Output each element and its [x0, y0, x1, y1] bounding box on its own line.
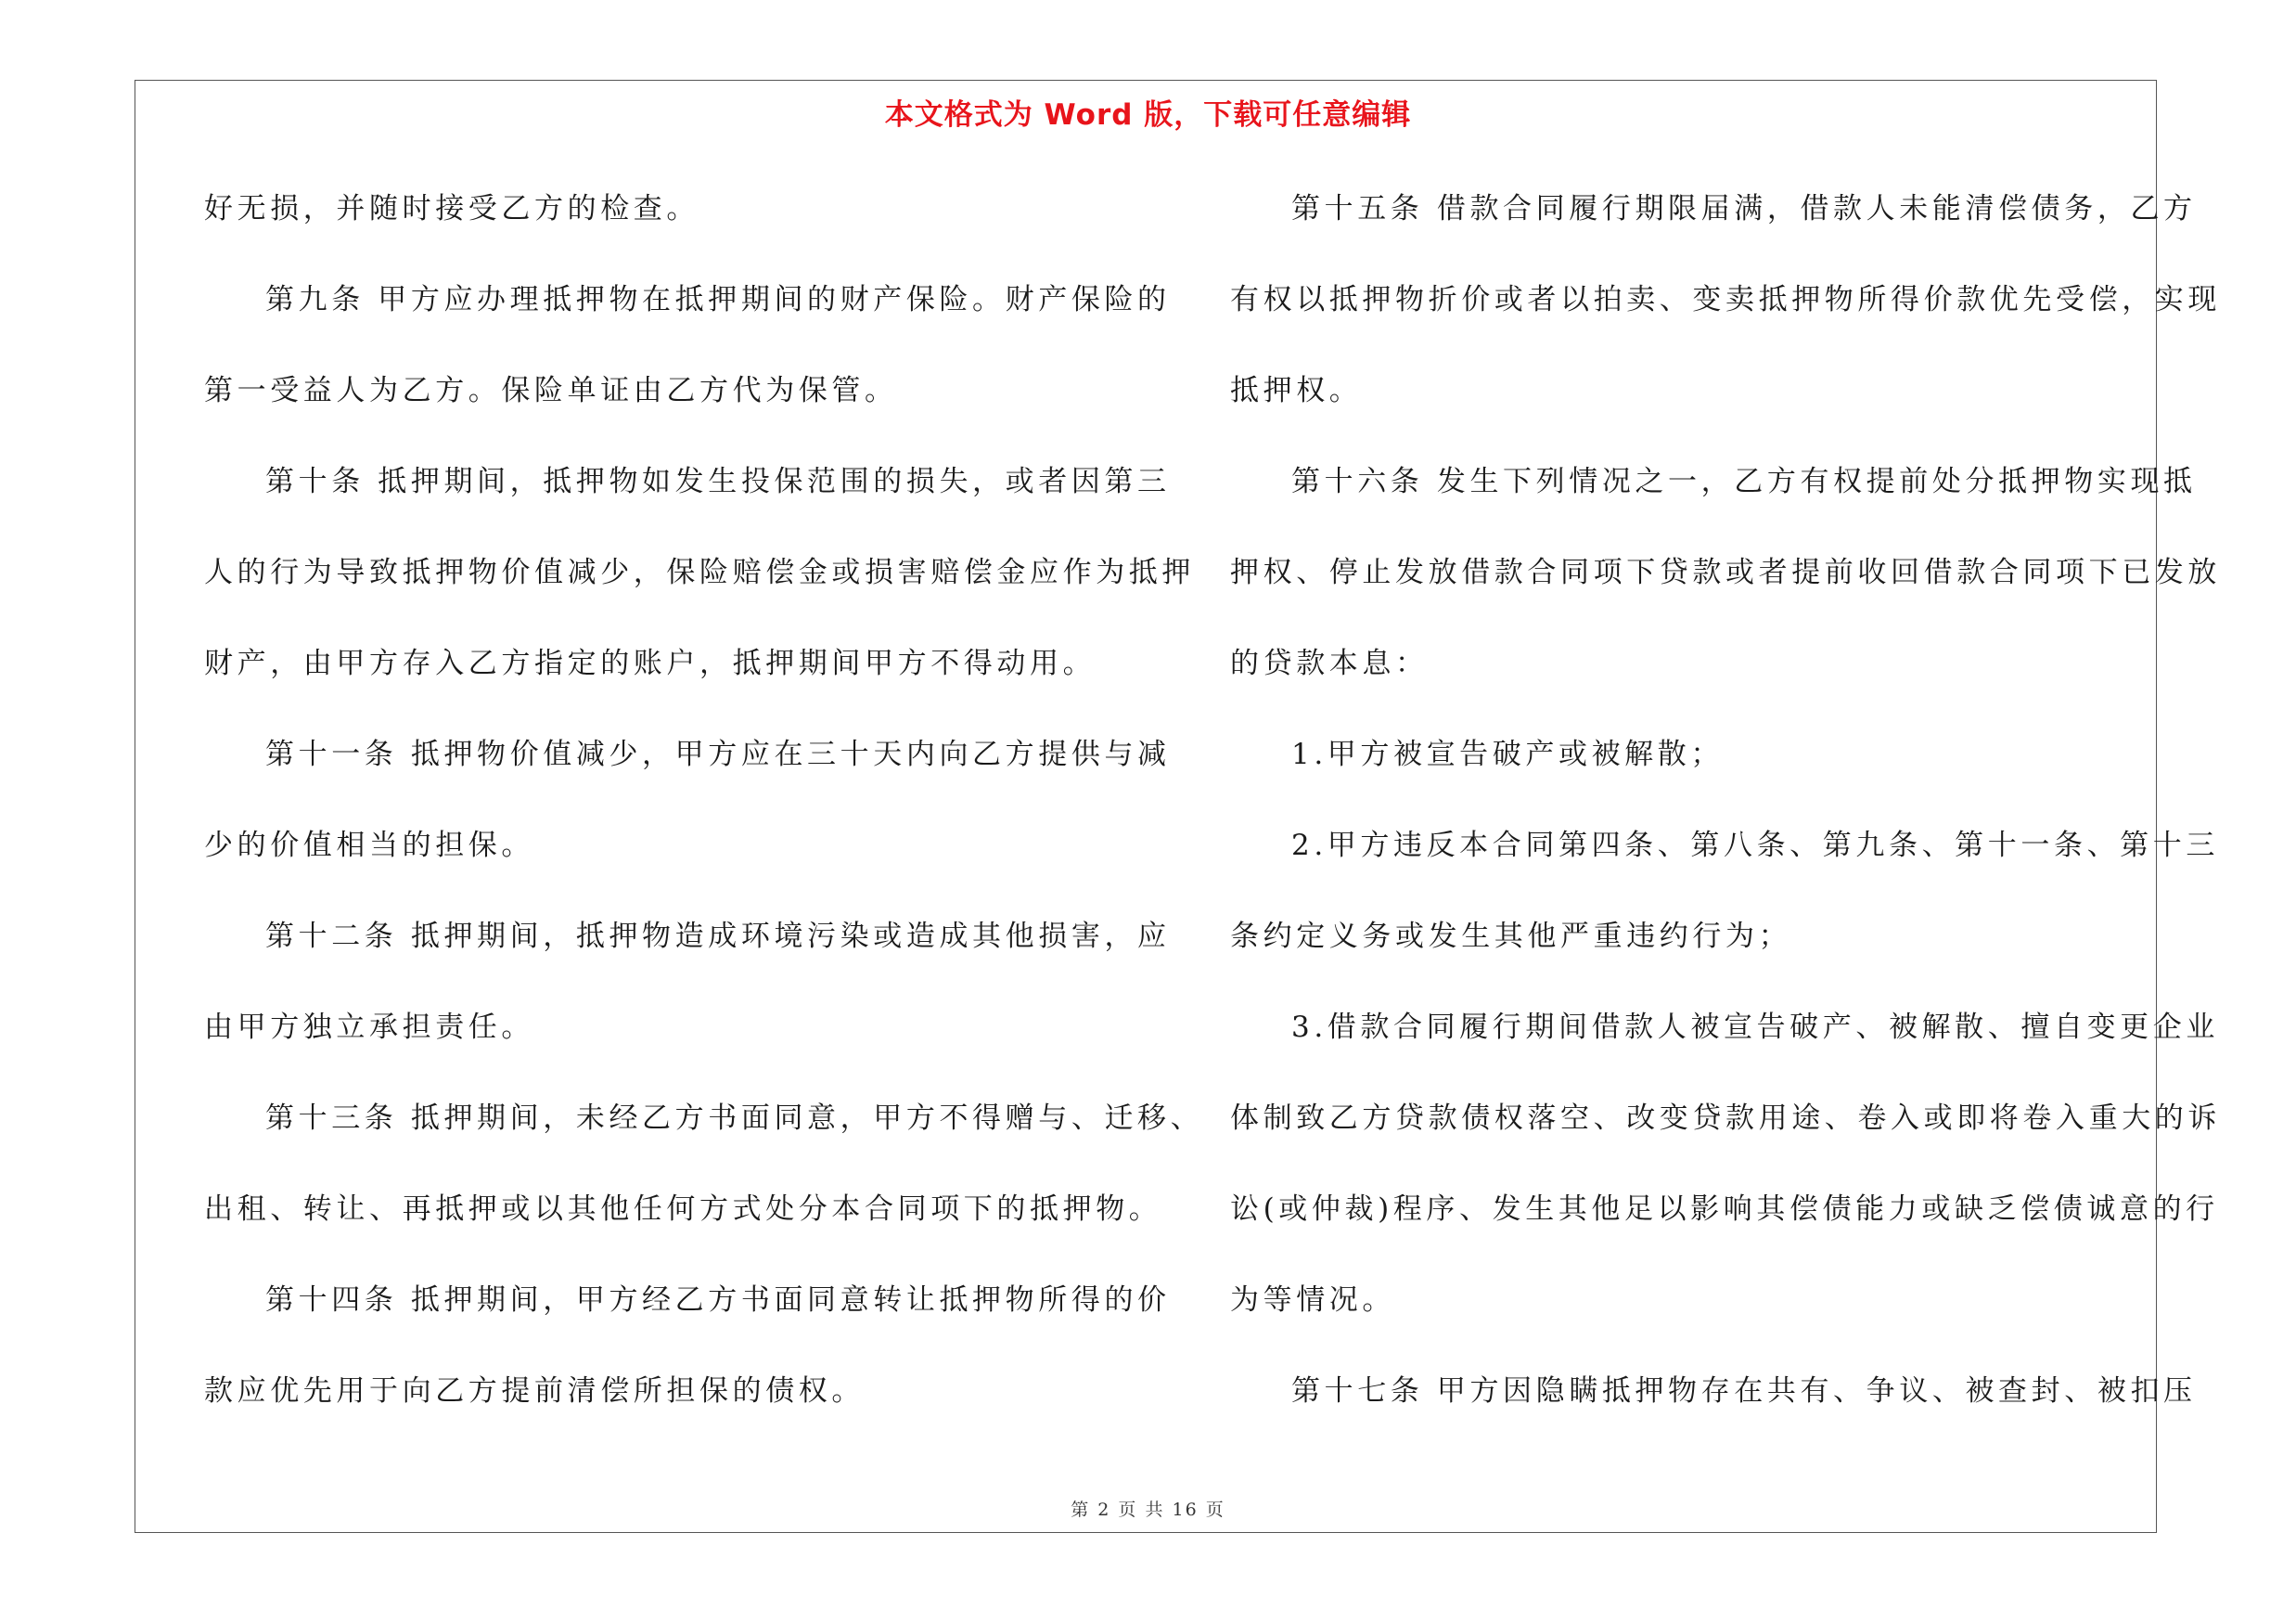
text-line: 第十条 抵押期间，抵押物如发生投保范围的损失，或者因第三	[265, 465, 1171, 498]
text-line: 1.甲方被宣告破产或被解散；	[1291, 738, 1724, 771]
text-line: 第十三条 抵押期间，未经乙方书面同意，甲方不得赠与、迁移、	[265, 1101, 1204, 1135]
text-line: 押权、停止发放借款合同项下贷款或者提前收回借款合同项下已发放	[1230, 556, 2221, 589]
text-line: 好无损，并随时接受乙方的检查。	[204, 192, 699, 225]
text-line: 有权以抵押物折价或者以拍卖、变卖抵押物所得价款优先受偿，实现	[1230, 283, 2221, 316]
text-line: 由甲方独立承担责任。	[204, 1011, 534, 1044]
text-line: 第九条 甲方应办理抵押物在抵押期间的财产保险。财产保险的	[265, 283, 1171, 316]
text-line: 第十六条 发生下列情况之一，乙方有权提前处分抵押物实现抵	[1291, 465, 2197, 498]
text-line: 的贷款本息：	[1230, 647, 1429, 680]
text-line: 第十一条 抵押物价值减少，甲方应在三十天内向乙方提供与减	[265, 738, 1171, 771]
page-number-footer: 第 2 页 共 16 页	[1071, 1500, 1225, 1520]
text-line: 财产，由甲方存入乙方指定的账户，抵押期间甲方不得动用。	[204, 647, 1097, 680]
text-line: 讼(或仲裁)程序、发生其他足以影响其偿债能力或缺乏偿债诚意的行	[1230, 1192, 2219, 1226]
text-line: 2.甲方违反本合同第四条、第八条、第九条、第十一条、第十三	[1291, 829, 2219, 862]
text-line: 第十五条 借款合同履行期限届满，借款人未能清偿债务，乙方	[1291, 192, 2197, 225]
text-line: 体制致乙方贷款债权落空、改变贷款用途、卷入或即将卷入重大的诉	[1230, 1101, 2221, 1135]
text-line: 条约定义务或发生其他严重违约行为；	[1230, 920, 1792, 953]
text-line: 第十四条 抵押期间，甲方经乙方书面同意转让抵押物所得的价	[265, 1283, 1171, 1317]
text-line: 出租、转让、再抵押或以其他任何方式处分本合同项下的抵押物。	[204, 1192, 1162, 1226]
text-line: 少的价值相当的担保。	[204, 829, 534, 862]
text-line: 第一受益人为乙方。保险单证由乙方代为保管。	[204, 374, 898, 407]
document-banner: 本文格式为 Word 版，下载可任意编辑	[884, 98, 1412, 132]
text-line: 为等情况。	[1230, 1283, 1395, 1317]
left-column	[204, 186, 1204, 1459]
text-line: 抵押权。	[1230, 374, 1363, 407]
text-line: 第十二条 抵押期间，抵押物造成环境污染或造成其他损害，应	[265, 920, 1171, 953]
text-line: 人的行为导致抵押物价值减少，保险赔偿金或损害赔偿金应作为抵押	[204, 556, 1195, 589]
right-column	[1230, 186, 2221, 1459]
text-line: 3.借款合同履行期间借款人被宣告破产、被解散、擅自变更企业	[1291, 1011, 2219, 1044]
text-line: 第十七条 甲方因隐瞒抵押物存在共有、争议、被查封、被扣压	[1291, 1374, 2197, 1408]
text-line: 款应优先用于向乙方提前清偿所担保的债权。	[204, 1374, 865, 1408]
